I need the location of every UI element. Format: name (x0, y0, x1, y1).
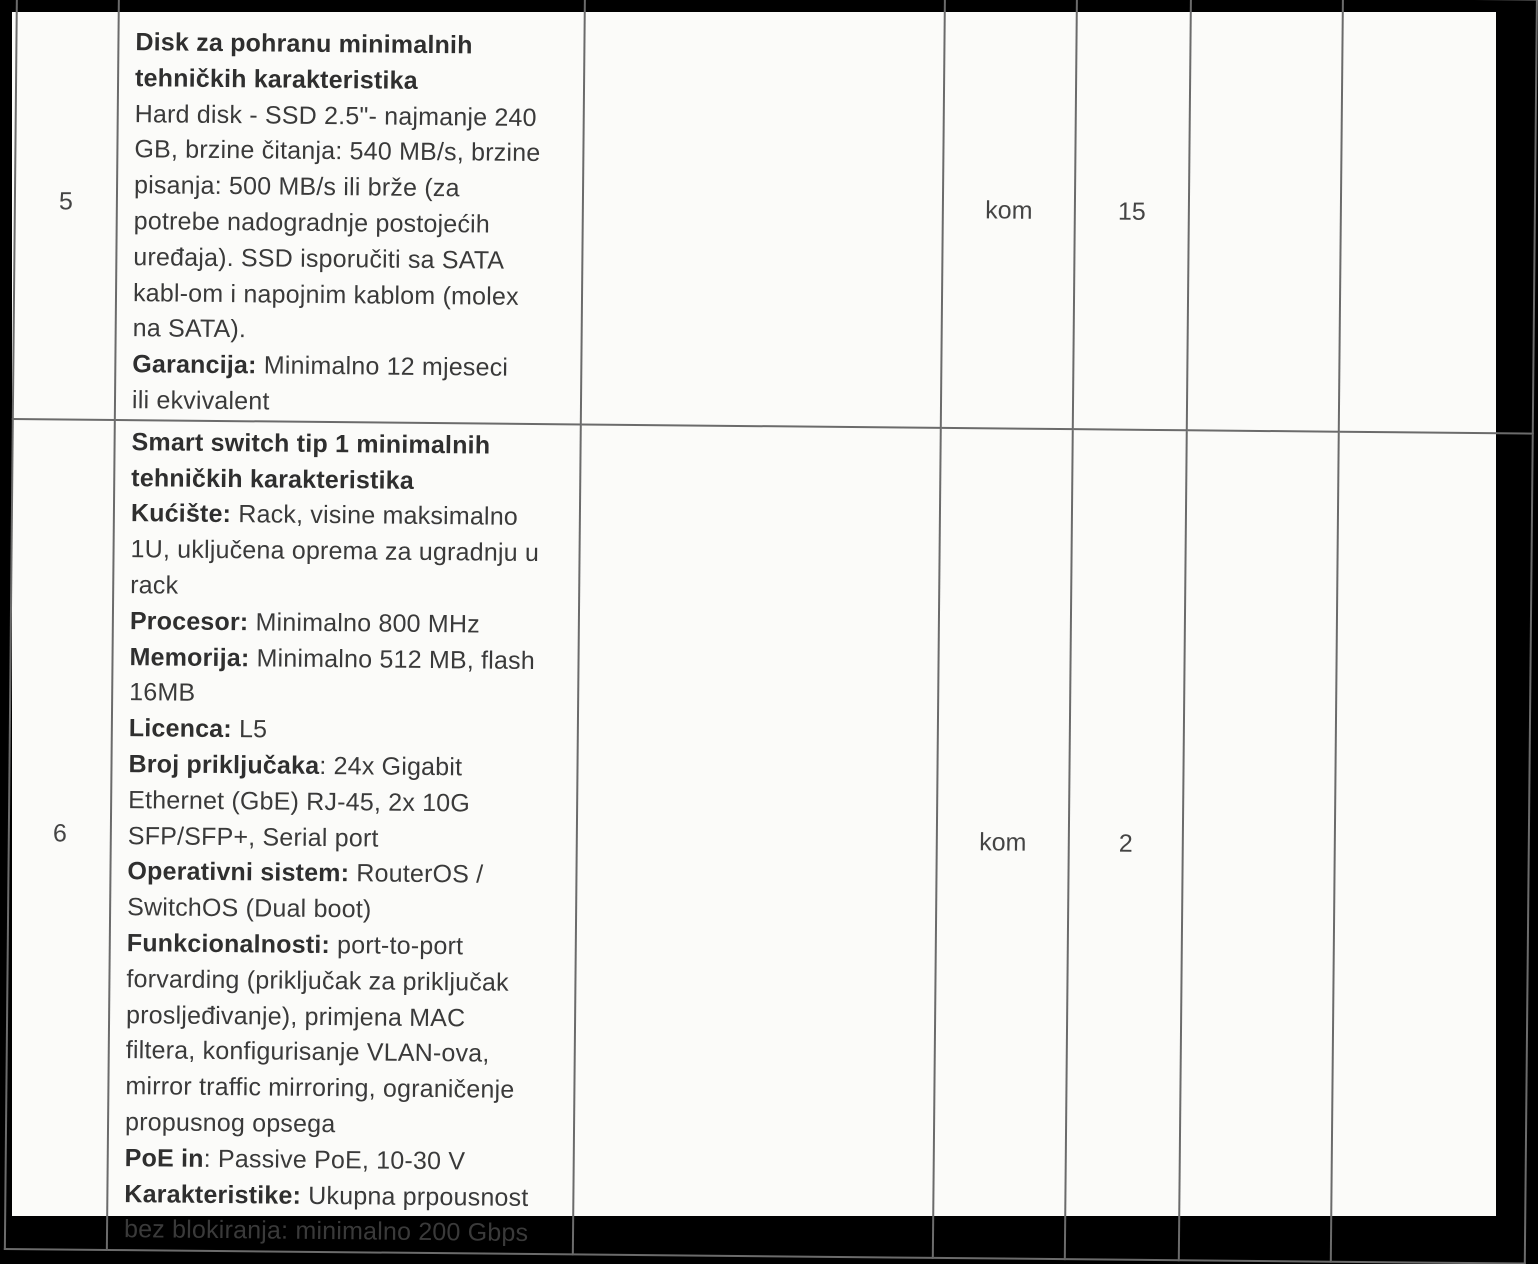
spec-value: : 24x Gigabit (319, 751, 463, 782)
unit-cell: kom (941, 0, 1077, 429)
spec-line: forvarding (priključak za priključak (126, 964, 509, 997)
row-number: 5 (13, 0, 119, 420)
unit-cell: kom (933, 428, 1073, 1259)
spec-line (131, 496, 567, 536)
spec-value: RouterOS / (349, 859, 484, 889)
spec-line: bez blokiranja: minimalno 200 Gbps (123, 1215, 529, 1248)
spec-value: L5 (231, 715, 268, 744)
spec-label: Procesor: (129, 606, 249, 637)
spec-line (125, 1141, 561, 1181)
spec-line: Ethernet (GbE) RJ-45, 2x 10G (128, 785, 471, 818)
empty-cell (581, 0, 945, 428)
description-line: kabl-om i napojnim kablom (molex (132, 278, 519, 311)
quantity-cell: 15 (1073, 0, 1191, 430)
spec-line: 16MB (129, 678, 196, 708)
item-description (115, 0, 585, 424)
spec-line: mirror traffic mirroring, ograničenje (125, 1072, 515, 1104)
spec-value: Minimalno 800 MHz (248, 608, 480, 639)
spec-value: Ukupna prpousnost (300, 1181, 529, 1212)
spec-line: SFP/SFP+, Serial port (127, 821, 379, 853)
description-line: pisanja: 500 MB/s ili brže (za (133, 171, 460, 203)
spec-line (129, 711, 565, 751)
spec-value: Rack, visine maksimalno (231, 500, 519, 532)
spec-line: prosljeđivanje), primjena MAC (125, 1000, 466, 1032)
item-title-line: tehničkih karakteristika (131, 463, 415, 495)
spec-value: : Passive PoE, 10-30 V (203, 1144, 466, 1176)
spec-line (129, 640, 565, 680)
spec-line: rack (130, 571, 179, 600)
specification-table (4, 0, 1538, 1264)
spec-label: Karakteristike: (124, 1179, 302, 1210)
spec-value: port-to-port (329, 930, 464, 961)
spec-line (127, 854, 563, 894)
item-title-line: Smart switch tip 1 minimalnih (131, 427, 491, 460)
empty-cell (1339, 0, 1537, 433)
description-line: uređaja). SSD isporučiti sa SATA (133, 242, 505, 275)
spec-value: Minimalno 512 MB, flash (249, 643, 536, 675)
table-row (13, 0, 1537, 433)
spec-label: PoE in (124, 1143, 204, 1173)
spec-label: Licenca: (128, 714, 233, 744)
warranty-line: ili ekvivalent (131, 386, 270, 416)
spec-line: SwitchOS (Dual boot) (127, 893, 372, 924)
spec-label: Broj priključaka (128, 750, 320, 780)
spec-label: Kućište: (130, 499, 232, 529)
spec-label: Operativni sistem: (127, 857, 350, 888)
row-number: 6 (5, 419, 115, 1250)
description-line: na SATA). (132, 314, 247, 344)
description-line: Hard disk - SSD 2.5"- najmanje 240 (134, 99, 537, 132)
empty-cell (573, 424, 941, 1257)
item-description (107, 420, 581, 1254)
warranty-label: Garancija: (132, 350, 257, 380)
spec-label: Memorija: (129, 642, 250, 672)
spec-line: filtera, konfigurisanje VLAN-ova, (125, 1036, 490, 1068)
spec-line (127, 926, 563, 966)
warranty-line (132, 347, 568, 387)
item-title-line: Disk za pohranu minimalnih (135, 28, 473, 60)
spec-line: 1U, uključena oprema za ugradnju u (130, 535, 540, 568)
spec-line: propusnog opsega (124, 1108, 336, 1139)
warranty-value: Minimalno 12 mjeseci (256, 351, 509, 382)
spec-line (130, 604, 566, 644)
empty-cell (1331, 431, 1533, 1263)
empty-cell (1179, 430, 1339, 1261)
document-page (12, 12, 1496, 1248)
quantity-cell: 2 (1065, 429, 1187, 1260)
spec-line (124, 1177, 560, 1217)
spec-line (128, 747, 564, 787)
spec-label: Funkcionalnosti: (126, 929, 331, 959)
description-line: potrebe nadogradnje postojećih (133, 207, 491, 239)
table-row (5, 419, 1533, 1264)
description-line: GB, brzine čitanja: 540 MB/s, brzine (134, 135, 541, 168)
empty-cell (1187, 0, 1343, 431)
item-title-line: tehničkih karakteristika (134, 63, 418, 95)
